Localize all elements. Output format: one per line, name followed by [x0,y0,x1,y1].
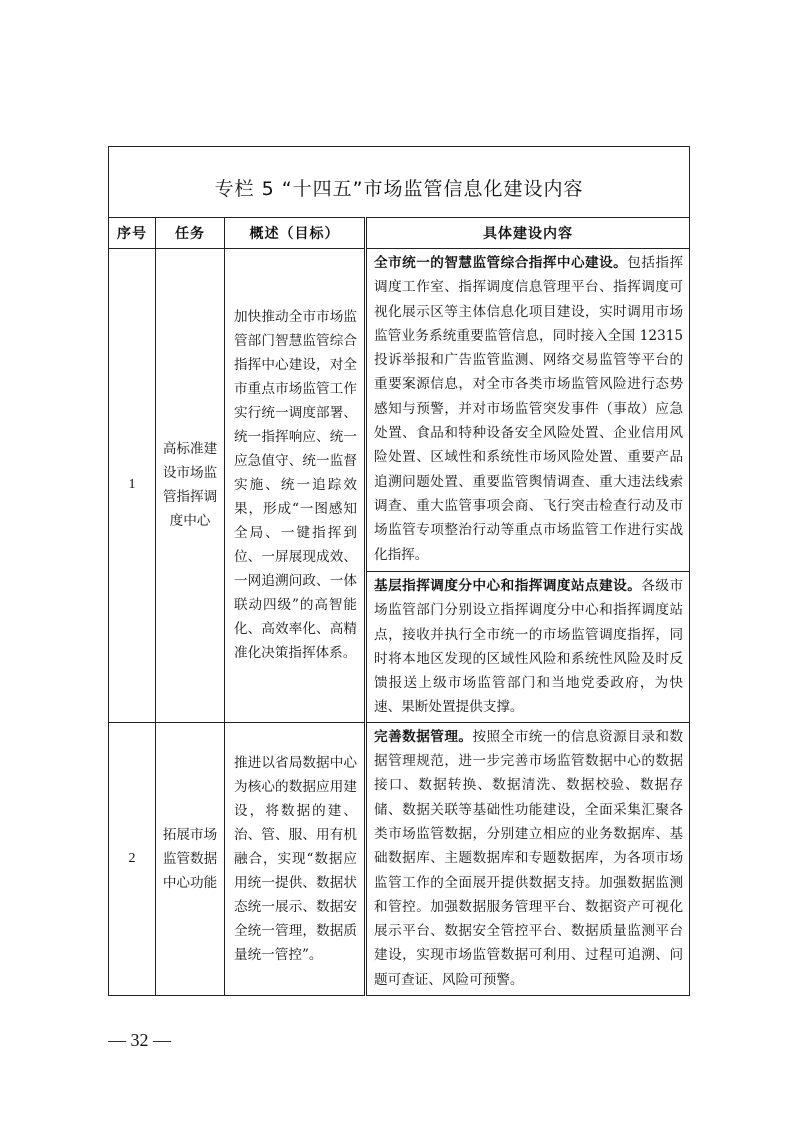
table-row [109,249,690,572]
header-goal: 概述（目标） [225,218,366,249]
content-item-body: 各级市场监管部门分别设立指挥调度分中心和指挥调度站点，接收并执行全市统一的市场监管调度指挥，同时将本地区发现的区域性风险和系统性风险及时反馈报送上级市场监管部门和当地党委政府，为快速、果断处置提供支撑。 [374,578,684,716]
content-item-body: 按照全市统一的信息资源目录和数据管理规范，进一步完善市场监管数据中心的数据接口、数据转换、数据清洗、数据校验、数据存储、数据关联等基础性功能建设，全面采集汇聚各类市场监管数据，分别建立相应的业务数据库、基础数据库、主题数据库和专题数据库，为各项市场监管工作的全面展开提供数据支持。加强数据监测和管控。加强数据服务管理平台、数据资产可视化展示平台、数据安全管控平台、数据质量监测平台建设，实现市场监管数据可利用、过程可追溯、问题可查证、风险可预警。 [374,728,684,988]
content-item-heading: 全市统一的智慧监管综合指挥中心建设。 [374,255,628,271]
content-item-body: 包括指挥调度工作室、指挥调度信息管理平台、指挥调度可视化展示区等主体信息化项目建设，实时调用市场监管业务系统重要监管信息，同时接入全国 12315 投诉举报和广告监管监测、网络交易监管等平台的重要案源信息，对全市各类市场监管风险进行态势感知与预警，并对市场监管突发事件（事故）应急处置、食品和特种设备安全风险处置、企业信用风险处置、区域性和系统性市场风险处置、重要产品追溯问题处置、重要监管舆情调查、重大违法线索调查、重大监管事项会商、飞行突击检查行动及市场监管专项整治行动等重点市场监管工作进行实战化指挥。 [374,255,684,563]
content-item [366,572,690,723]
content-item [366,722,690,995]
row-index: 2 [109,722,156,995]
header-content: 具体建设内容 [366,218,690,249]
row-goal: 推进以省局数据中心为核心的数据应用建设，将数据的建、治、管、服、用有机融合，实现“数据应用统一提供、数据状态统一展示、数据安全统一管理，数据质量统一管控”。 [225,722,366,995]
content-item-heading: 基层指挥调度分中心和指挥调度站点建设。 [374,578,642,594]
construction-content-table [108,146,690,996]
header-index: 序号 [109,218,156,249]
page-number: — 32 — [108,1030,171,1050]
table-title: 专栏 5 “十四五”市场监管信息化建设内容 [109,147,690,218]
table-row [109,722,690,995]
row-index: 1 [109,249,156,723]
row-task: 拓展市场监管数据中心功能 [156,722,225,995]
header-task: 任务 [156,218,225,249]
content-item [366,249,690,572]
row-goal: 加快推动全市市场监管部门智慧监管综合指挥中心建设，对全市重点市场监管工作实行统一调度部署、统一指挥响应、统一应急值守、统一监督实施、统一追踪效果，形成“一图感知全局、一键指挥到位、一屏展现成效、一网追溯问政、一体联动四级”的高智能化、高效率化、高精准化决策指挥体系。 [225,249,366,723]
content-item-heading: 完善数据管理。 [374,728,473,745]
row-task: 高标准建设市场监管指挥调度中心 [156,249,225,723]
